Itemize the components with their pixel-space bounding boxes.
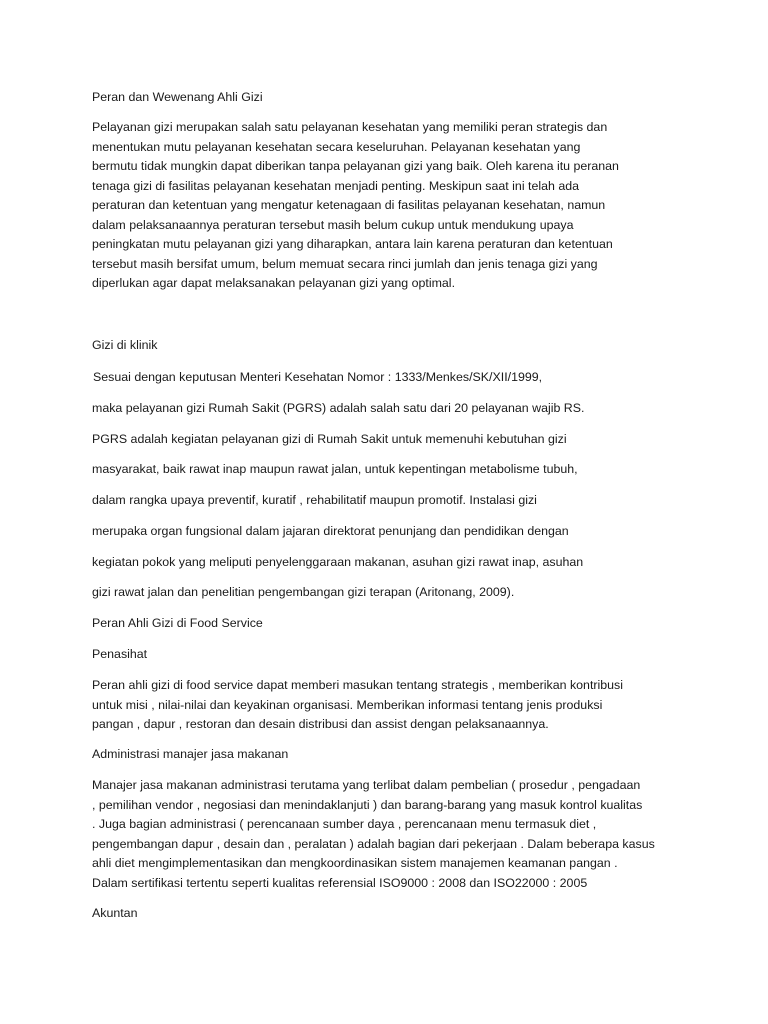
klinik-line: gizi rawat jalan dan penelitian pengembangan gizi terapan (Aritonang, 2009).	[92, 585, 515, 599]
administrasi-line: , pemilihan vendor , negosiasi dan menindaklanjuti ) dan barang-barang yang masuk kontrol kualitas	[92, 797, 643, 812]
administrasi-line: Manajer jasa makanan administrasi terutama yang terlibat dalam pembelian ( prosedur , pengadaan	[92, 778, 641, 792]
administrasi-line: ahli diet mengimplementasikan dan mengkoordinasikan sistem manajemen keamanan pangan .	[92, 856, 618, 870]
section-heading-food-service: Peran Ahli Gizi di Food Service	[92, 616, 263, 630]
intro-line: Pelayanan gizi merupakan salah satu pelayanan kesehatan yang memiliki peran strategis dan	[92, 120, 608, 134]
administrasi-line: . Juga bagian administrasi ( perencanaan sumber daya , perencanaan menu termasuk diet ,	[92, 817, 597, 831]
section-heading-klinik: Gizi di klinik	[92, 338, 158, 352]
intro-line: menentukan mutu pelayanan kesehatan secara keseluruhan. Pelayanan kesehatan yang	[92, 139, 581, 154]
intro-line: tenaga gizi di fasilitas pelayanan kesehatan menjadi penting. Meskipun saat ini telah ada	[92, 178, 579, 193]
klinik-line: merupaka organ fungsional dalam jajaran direktorat penunjang dan pendidikan dengan	[92, 524, 569, 538]
penasihat-line: pangan , dapur , restoran dan desain distribusi dan assist dengan pelaksanaannya.	[92, 717, 549, 731]
penasihat-line: untuk misi , nilai-nilai dan keyakinan organisasi. Memberikan informasi tentang jenis produksi	[92, 697, 603, 712]
klinik-line: masyarakat, baik rawat inap maupun rawat jalan, untuk kepentingan metabolisme tubuh,	[92, 462, 578, 476]
klinik-line: dalam rangka upaya preventif, kuratif , rehabilitatif maupun promotif. Instalasi gizi	[92, 493, 537, 507]
intro-line: bermutu tidak mungkin dapat diberikan tanpa pelayanan gizi yang baik. Oleh karena itu peranan	[92, 159, 619, 173]
subheading-penasihat: Penasihat	[92, 647, 148, 661]
subheading-akuntan: Akuntan	[92, 906, 138, 920]
administrasi-line: pengembangan dapur , desain dan , peralatan ) adalah bagian dari pekerjaan . Dalam beberapa kasus	[92, 836, 655, 851]
intro-line: tersebut masih bersifat umum, belum memuat secara rinci jumlah dan jenis tenaga gizi yang	[92, 256, 598, 271]
administrasi-line: Dalam sertifikasi tertentu seperti kualitas referensial ISO9000 : 2008 dan ISO22000 : 2005	[92, 875, 588, 890]
klinik-line: PGRS adalah kegiatan pelayanan gizi di Rumah Sakit untuk memenuhi kebutuhan gizi	[92, 432, 567, 446]
subheading-administrasi: Administrasi manajer jasa makanan	[92, 747, 289, 761]
intro-line: diperlukan agar dapat melaksanakan pelayanan gizi yang optimal.	[92, 276, 456, 290]
document-title: Peran dan Wewenang Ahli Gizi	[92, 90, 263, 104]
penasihat-line: Peran ahli gizi di food service dapat memberi masukan tentang strategis , memberikan kontribusi	[92, 678, 623, 692]
intro-line: dalam pelaksanaannya peraturan tersebut masih belum cukup untuk mendukung upaya	[92, 217, 574, 232]
intro-line: peraturan dan ketentuan yang mengatur ketenagaan di fasilitas pelayanan kesehatan, namun	[92, 198, 606, 212]
intro-line: peningkatan mutu pelayanan gizi yang diharapkan, antara lain karena peraturan dan ketentuan	[92, 237, 613, 251]
klinik-line: Sesuai dengan keputusan Menteri Kesehatan Nomor : 1333/Menkes/SK/XII/1999,	[93, 370, 543, 384]
klinik-line: maka pelayanan gizi Rumah Sakit (PGRS) adalah salah satu dari 20 pelayanan wajib RS.	[92, 401, 585, 415]
klinik-line: kegiatan pokok yang meliputi penyelenggaraan makanan, asuhan gizi rawat inap, asuhan	[92, 555, 584, 569]
